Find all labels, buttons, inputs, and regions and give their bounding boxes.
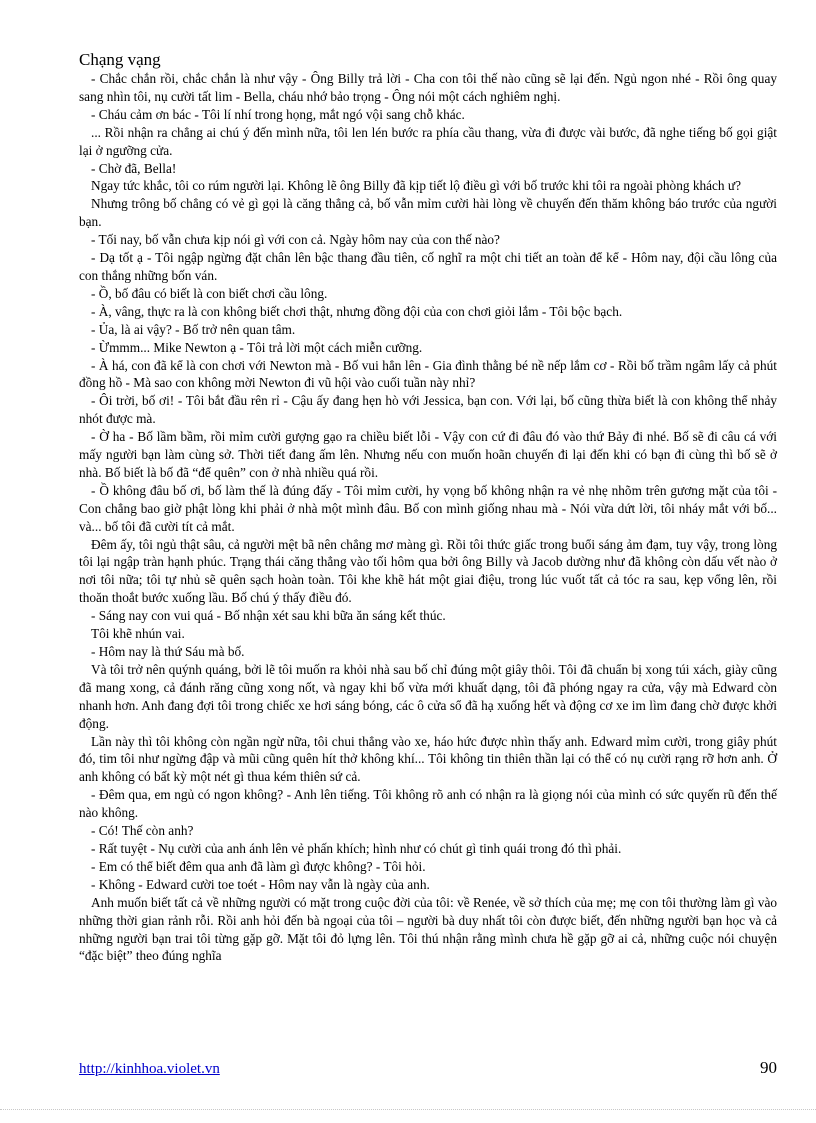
paragraph: - Ờ ha - Bố lầm bầm, rồi mỉm cười gượng gạo ra chiều biết lỗi - Vậy con cứ đi đâu đó vào thứ Bảy đi nhé. Bố sẽ đi câu cá với mấy người bạn làm cùng sở. Thời tiết đang ấm lên. Nhưng nếu con muốn hoãn chuyến đi lại đến khi có bạn đi cùng thì bố sẽ ở nhà. Bố biết là bố đã “để quên” con ở nhà nhiều quá rồi.: [79, 429, 777, 480]
paragraph: - Ôi trời, bố ơi! - Tôi bắt đầu rên rỉ - Cậu ấy đang hẹn hò với Jessica, bạn con. Với lại, bố cũng thừa biết là con không thể nhảy nhót được mà.: [79, 393, 777, 427]
paragraph: Đêm ấy, tôi ngủ thật sâu, cả người mệt bã nên chẳng mơ màng gì. Rồi tôi thức giấc trong buổi sáng ảm đạm, tuy vậy, trong lòng tôi lại ngập tràn hạnh phúc. Trạng thái căng thẳng vào tối hôm qua bởi ông Billy và Jacob dường như đã không còn dấu vết nào ở nơi tôi nữa; tôi tự nhủ sẽ quên sạch hoàn toàn. Tôi khe khẽ hát một giai điệu, trong lúc vuốt tất cả tóc ra sau, kẹp vổng lên, rồi thoăn thoắt bước xuống lầu. Bố chú ý thấy điều đó.: [79, 536, 777, 606]
paragraph: - Em có thể biết đêm qua anh đã làm gì được không? - Tôi hỏi.: [91, 858, 426, 874]
paragraph: - Đêm qua, em ngủ có ngon không? - Anh lên tiếng. Tôi không rõ anh có nhận ra là giọng nói của mình có sức quyến rũ đến thế nào không.: [79, 787, 777, 821]
paragraph: - Chờ đã, Bella!: [91, 160, 177, 176]
chapter-body: [79, 70, 777, 965]
page-bottom-divider: [0, 1109, 816, 1110]
paragraph: - À, vâng, thực ra là con không biết chơi thật, nhưng đồng đội của con chơi giỏi lắm - Tôi bộc bạch.: [91, 303, 623, 319]
paragraph: Lần này thì tôi không còn ngần ngừ nữa, tôi chui thẳng vào xe, háo hức được nhìn thấy anh. Edward mỉm cười, trong giây phút đó, tim tôi như ngừng đập và mũi cũng quên hít thở không khí... Tôi không tin thiên thần lại có thể có nụ cười rạng rỡ hơn anh. Ở anh không có bất kỳ một nét gì thua kém thiên sứ cả.: [79, 733, 777, 785]
paragraph: - Ồ không đâu bố ơi, bố làm thế là đúng đấy - Tôi mỉm cười, hy vọng bố không nhận ra vẻ nhẹ nhõm trên gương mặt của tôi - Con chẳng bao giờ phật lòng khi phải ở nhà một mình đâu. Bố con mình giống nhau mà - Nói vừa dứt lời, tôi nháy mắt với bố... và... bố tôi đã cười tít cả mắt.: [79, 482, 777, 534]
paragraph: - Không - Edward cười toe toét - Hôm nay vẫn là ngày của anh.: [91, 876, 430, 892]
footer-website-link[interactable]: http://kinhhoa.violet.vn: [79, 1061, 220, 1077]
paragraph: - Tối nay, bố vẫn chưa kịp nói gì với con cả. Ngày hôm nay của con thế nào?: [91, 232, 500, 248]
paragraph: Ngay tức khắc, tôi co rúm người lại. Không lẽ ông Billy đã kịp tiết lộ điều gì với bố trước khi tôi ra ngoài phòng khách ư?: [91, 178, 742, 194]
paragraph: - Ủa, là ai vậy? - Bố trở nên quan tâm.: [91, 321, 296, 337]
paragraph: - Chắc chắn rồi, chắc chắn là như vậy - Ông Billy trả lời - Cha con tôi thế nào cũng sẽ lại đến. Ngủ ngon nhé - Rồi ông quay sang nhìn tôi, nụ cười tất lim - Bella, cháu nhớ bảo trọng - Ông nói một cách nghiêm nghị.: [79, 71, 777, 104]
paragraph: Nhưng trông bố chẳng có vẻ gì gọi là căng thẳng cả, bố vẫn mỉm cười hài lòng về chuyến đến thăm không báo trước của người bạn.: [79, 196, 777, 230]
paragraph: - Có! Thế còn anh?: [91, 823, 194, 839]
paragraph: - À há, con đã kể là con chơi với Newton mà - Bố vui hẳn lên - Gia đình thằng bé nề nếp lắm cơ - Rồi bố trầm ngâm lấy cả phút đồng hồ - Mà sao con không mời Newton đi vũ hội vào cuối tuần này nhỉ?: [79, 357, 777, 391]
paragraph: ... Rồi nhận ra chẳng ai chú ý đến mình nữa, tôi len lén bước ra phía cầu thang, vừa đi được vài bước, đã nghe tiếng bố gọi giật lại ở ngưỡng cửa.: [79, 124, 777, 158]
paragraph: - Sáng nay con vui quá - Bố nhận xét sau khi bữa ăn sáng kết thúc.: [91, 608, 446, 624]
paragraph: Và tôi trở nên quýnh quáng, bởi lẽ tôi muốn ra khỏi nhà sau bố chỉ đúng một giây thôi. Tôi đã chuẩn bị xong túi xách, giày cũng đã mang xong, cả đánh răng cũng xong nốt, và ngay khi bố vừa mới khuất dạng, tôi đã phóng ngay ra cửa, vậy mà Edward còn nhanh hơn. Anh đang đợi tôi trong chiếc xe hơi sáng bóng, các ô cửa sổ đã hạ xuống hết và động cơ xe im lìm đang chờ được khởi động.: [79, 661, 777, 731]
paragraph: Anh muốn biết tất cả về những người có mặt trong cuộc đời của tôi: về Renée, về sở thích của mẹ; mẹ con tôi thường làm gì vào những thời gian rảnh rỗi. Rồi anh hỏi đến bà ngoại của tôi – người bà duy nhất tôi còn được biết, đến những người bạn học và cả những người bạn trai tôi từng gặp gỡ. Mặt tôi đỏ lựng lên. Tôi thú nhận rằng mình chưa hề gặp gỡ ai cả, những cuộc nói chuyện “đặc biệt” theo đúng nghĩa: [79, 894, 777, 964]
paragraph: - Dạ tốt ạ - Tôi ngập ngừng đặt chân lên bậc thang đầu tiên, cố nghĩ ra một chi tiết an toàn để kể - Hôm nay, đội cầu lông của con thắng những bốn ván.: [79, 250, 777, 283]
paragraph: - Cháu cảm ơn bác - Tôi lí nhí trong họng, mắt ngó vội sang chỗ khác.: [91, 106, 465, 122]
paragraph: Tôi khẽ nhún vai.: [91, 626, 185, 642]
paragraph: - Ừmmm... Mike Newton ạ - Tôi trả lời một cách miễn cưỡng.: [91, 339, 423, 355]
paragraph: - Ồ, bố đâu có biết là con biết chơi cầu lông.: [91, 285, 328, 301]
paragraph: - Hôm nay là thứ Sáu mà bố.: [91, 644, 245, 659]
chapter-title: Chạng vạng: [79, 50, 161, 69]
page-number: 90: [760, 1058, 777, 1077]
paragraph: - Rất tuyệt - Nụ cười của anh ánh lên vẻ phấn khích; hình như có chút gì tinh quái trong đó thì phải.: [91, 840, 622, 856]
